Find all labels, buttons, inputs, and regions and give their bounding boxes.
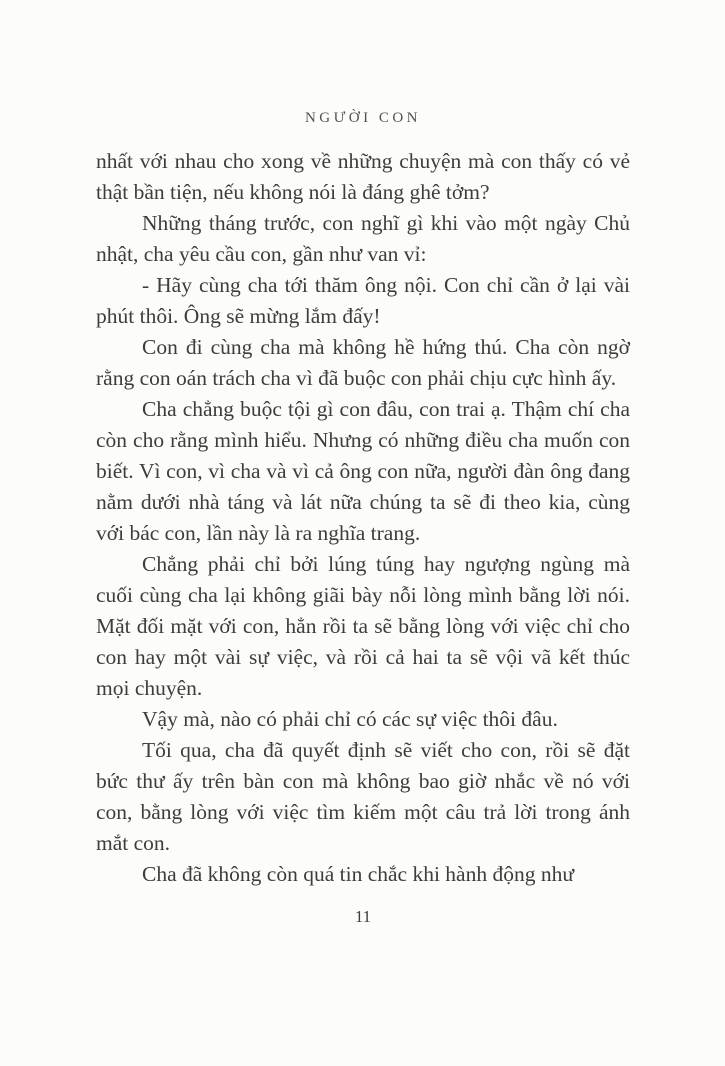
page-body <box>96 146 630 890</box>
paragraph: Cha đã không còn quá tin chắc khi hành động như <box>142 862 575 886</box>
page-number: 11 <box>354 907 372 926</box>
running-header-title: NGƯỜI CON <box>304 110 422 126</box>
paragraph: Những tháng trước, con nghĩ gì khi vào một ngày Chủ nhật, cha yêu cầu con, gần như van vỉ: <box>96 211 630 266</box>
paragraph: Con đi cùng cha mà không hề hứng thú. Cha còn ngờ rằng con oán trách cha vì đã buộc con phải chịu cực hình ấy. <box>96 335 630 390</box>
paragraph: Chẳng phải chỉ bởi lúng túng hay ngượng ngùng mà cuối cùng cha lại không giãi bày nỗi lòng mình bằng lời nói. Mặt đối mặt với con, hẳn rồi ta sẽ bằng lòng với việc chỉ cho con hay một vài sự việc, và rồi cả hai ta sẽ vội vã kết thúc mọi chuyện. <box>96 552 630 700</box>
paragraph: nhất với nhau cho xong về những chuyện mà con thấy có vẻ thật bần tiện, nếu không nói là đáng ghê tởm? <box>96 149 630 204</box>
paragraph: Tối qua, cha đã quyết định sẽ viết cho con, rồi sẽ đặt bức thư ấy trên bàn con mà không bao giờ nhắc về nó với con, bằng lòng với việc tìm kiếm một câu trả lời trong ánh mắt con. <box>96 738 630 855</box>
paragraph-dialogue: - Hãy cùng cha tới thăm ông nội. Con chỉ cần ở lại vài phút thôi. Ông sẽ mừng lắm đấy! <box>96 273 630 328</box>
paragraph: Vậy mà, nào có phải chỉ có các sự việc thôi đâu. <box>142 707 558 731</box>
paragraph: Cha chẳng buộc tội gì con đâu, con trai ạ. Thậm chí cha còn cho rằng mình hiểu. Nhưng có những điều cha muốn con biết. Vì con, vì cha và vì cả ông con nữa, người đàn ông đang nằm dưới nhà táng và lát nữa chúng ta sẽ đi theo kia, cùng với bác con, lần này là ra nghĩa trang. <box>96 397 630 545</box>
